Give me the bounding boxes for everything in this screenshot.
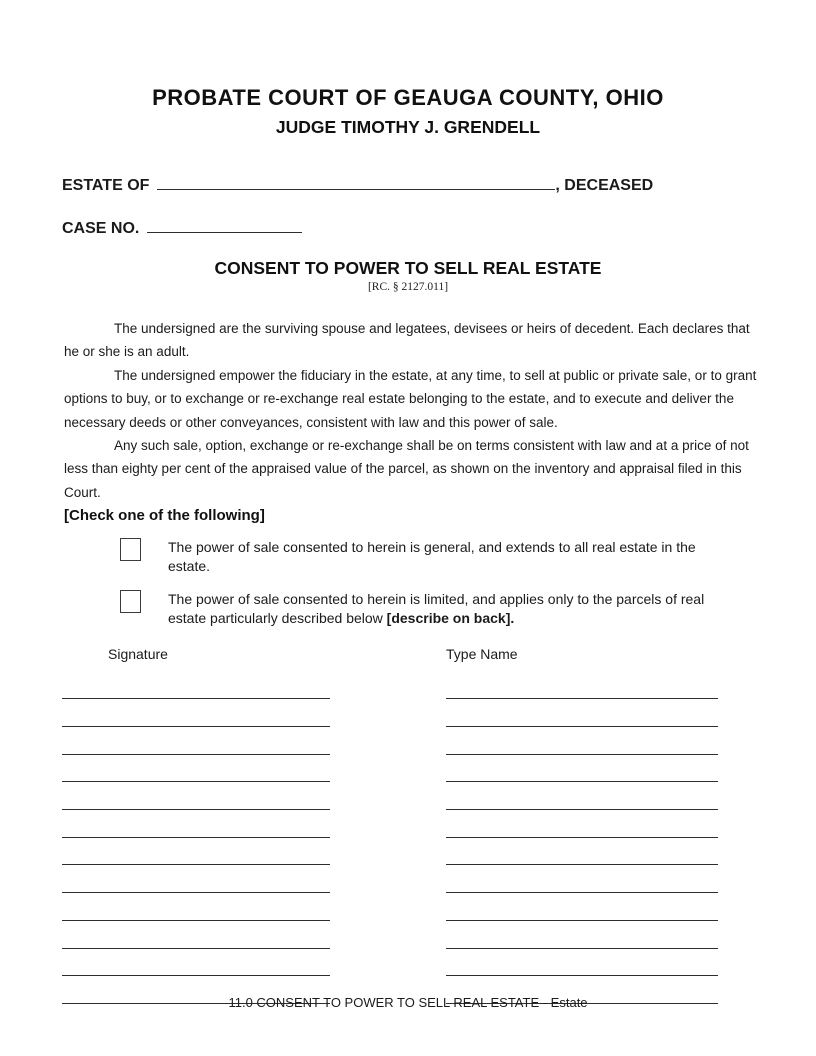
signature-header: Signature [108, 645, 168, 662]
signature-row [0, 838, 816, 866]
signature-line[interactable] [62, 672, 330, 700]
paragraph-3: Any such sale, option, exchange or re-exchange shall be on terms consistent with law and at a price of not less than eighty per cent of the appraised value of the parcel, as shown on the inventory and appraisal filed in this Court. [64, 438, 749, 500]
describe-on-back-note: [describe on back]. [386, 610, 515, 627]
option-general-label: The power of sale consented to herein is general, and extends to all real estate in the estate. [168, 538, 696, 575]
estate-name-blank[interactable] [157, 174, 555, 190]
checkbox-limited[interactable] [120, 590, 141, 613]
check-one-instruction: [Check one of the following] [64, 507, 265, 525]
type-name-line[interactable] [446, 921, 718, 949]
body-text [0, 317, 816, 504]
case-no-row [62, 217, 754, 238]
signature-line[interactable] [62, 810, 330, 838]
judge-name: JUDGE TIMOTHY J. GRENDELL [275, 117, 541, 137]
type-name-line[interactable] [446, 755, 718, 783]
type-name-line[interactable] [446, 949, 718, 977]
type-name-line[interactable] [446, 893, 718, 921]
type-name-line[interactable] [446, 865, 718, 893]
signature-line[interactable] [62, 838, 330, 866]
signature-row [0, 810, 816, 838]
checkbox-general[interactable] [120, 538, 141, 561]
signature-line[interactable] [62, 727, 330, 755]
option-limited-label [168, 590, 728, 629]
signature-row [0, 949, 816, 977]
signature-line[interactable] [62, 782, 330, 810]
type-name-line[interactable] [446, 782, 718, 810]
type-name-line[interactable] [446, 810, 718, 838]
signature-line[interactable] [62, 893, 330, 921]
signature-row [0, 865, 816, 893]
signature-row [0, 699, 816, 727]
signature-row [0, 727, 816, 755]
signature-line[interactable] [62, 865, 330, 893]
case-no-blank[interactable] [147, 217, 302, 233]
type-name-header: Type Name [446, 645, 518, 662]
statute-reference: [RC. § 2127.011] [367, 281, 449, 293]
deceased-label: , DECEASED [555, 177, 654, 194]
type-name-line[interactable] [446, 672, 718, 700]
signature-row [0, 893, 816, 921]
type-name-line[interactable] [446, 699, 718, 727]
signature-row [0, 782, 816, 810]
type-name-line[interactable] [446, 838, 718, 866]
court-title: PROBATE COURT OF GEAUGA COUNTY, OHIO [152, 85, 664, 110]
signature-line[interactable] [62, 755, 330, 783]
signature-column-headers [0, 646, 816, 664]
paragraph-2: The undersigned empower the fiduciary in the estate, at any time, to sell at public or private sale, or to grant options to buy, or to exchange or re-exchange real estate belonging to the estate, and to execute and deliver the necessary deeds or other conveyances, consistent with law and this power of sale. [64, 367, 757, 430]
option-limited-text: The power of sale consented to herein is limited, and applies only to the parcels of real estate particularly described below [168, 590, 705, 627]
signature-row [0, 755, 816, 783]
form-title: CONSENT TO POWER TO SELL REAL ESTATE [214, 258, 602, 278]
estate-of-label: ESTATE OF [62, 177, 150, 194]
signature-lines-grid [0, 672, 816, 1004]
signature-row [0, 672, 816, 700]
paragraph-1: The undersigned are the surviving spouse and legatees, devisees or heirs of decedent. Each declares that he or she is an adult. [64, 321, 750, 360]
form-footer: 11.0 CONSENT TO POWER TO SELL REAL ESTATE - Estate [228, 995, 588, 1010]
signature-line[interactable] [62, 949, 330, 977]
signature-line[interactable] [62, 699, 330, 727]
option-limited-row [0, 590, 816, 629]
signature-line[interactable] [62, 921, 330, 949]
signature-row [0, 921, 816, 949]
estate-of-row [62, 174, 754, 195]
case-no-label: CASE NO. [62, 220, 140, 237]
option-general-row [0, 538, 816, 577]
type-name-line[interactable] [446, 727, 718, 755]
